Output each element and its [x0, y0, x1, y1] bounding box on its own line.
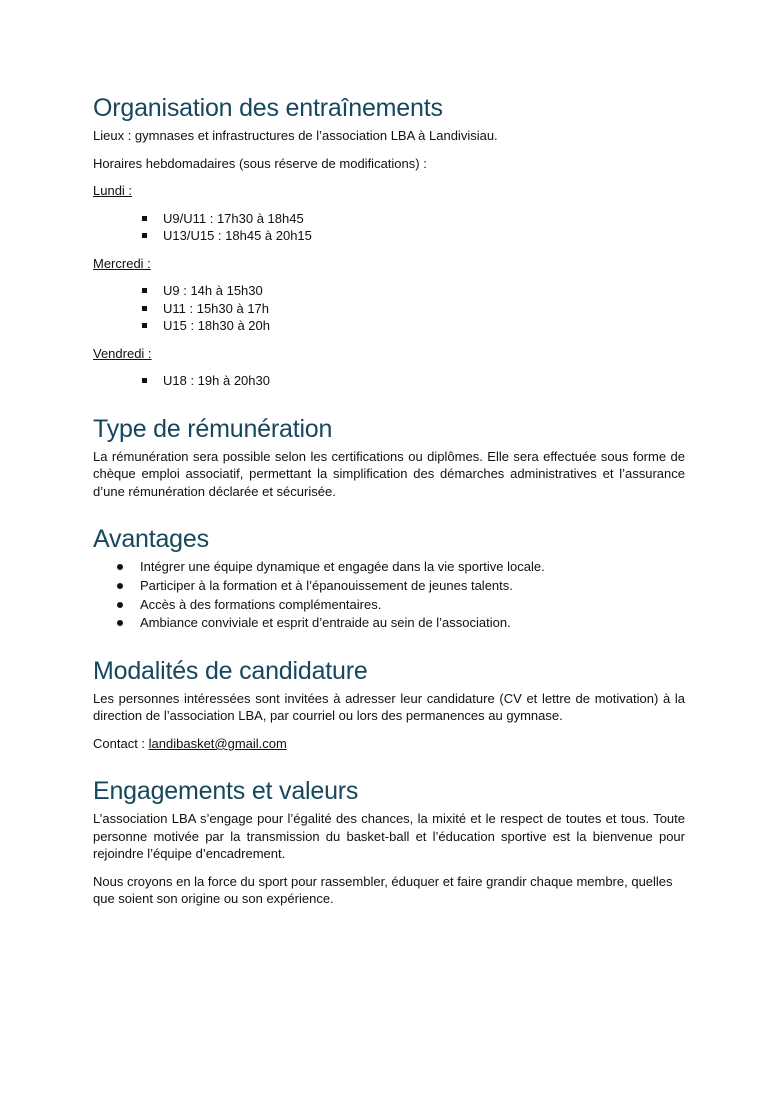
day-label-vendredi: Vendredi : [93, 345, 152, 361]
avantages-list [93, 558, 685, 632]
list-item: U9/U11 : 17h30 à 18h45 [93, 210, 685, 228]
remuneration-text: La rémunération sera possible selon les certifications ou diplômes. Elle sera effectuée sous forme de chèque emploi associatif, permettant la simplification des démarches administratives et l’assurance d’une rémunération déclarée et sécurisée. [93, 448, 685, 499]
contact-label: Contact : [93, 735, 149, 751]
heading-engagements: Engagements et valeurs [93, 777, 359, 806]
list-item: U13/U15 : 18h45 à 20h15 [93, 227, 685, 245]
list-item: Accès à des formations complémentaires. [93, 596, 685, 614]
list-item: Participer à la formation et à l’épanouissement de jeunes talents. [93, 577, 685, 595]
document-content [93, 93, 685, 918]
heading-remuneration: Type de rémunération [93, 414, 333, 443]
schedule-list-mercredi [93, 282, 685, 335]
list-item: U11 : 15h30 à 17h [93, 300, 685, 318]
engagements-paragraph-2: Nous croyons en la force du sport pour rassembler, éduquer et faire grandir chaque membre, quelles que soient son origine ou son expérience. [93, 873, 673, 907]
horaires-text: Horaires hebdomadaires (sous réserve de modifications) : [93, 155, 427, 171]
contact-line [93, 735, 685, 753]
contact-email-link[interactable]: landibasket@gmail.com [148, 735, 287, 751]
lieux-text: Lieux : gymnases et infrastructures de l’association LBA à Landivisiau. [93, 128, 498, 143]
candidature-text: Les personnes intéressées sont invitées à adresser leur candidature (CV et lettre de motivation) à la direction de l’association LBA, par courriel ou lors des permanences au gymnase. [93, 690, 685, 724]
schedule-list-vendredi [93, 372, 685, 390]
day-label-mercredi: Mercredi : [93, 255, 151, 271]
list-item: U9 : 14h à 15h30 [93, 282, 685, 300]
heading-organisation: Organisation des entraînements [93, 94, 443, 122]
day-label-lundi: Lundi : [93, 183, 133, 198]
heading-avantages: Avantages [93, 525, 209, 553]
list-item: Ambiance conviviale et esprit d’entraide au sein de l’association. [93, 614, 685, 632]
engagements-paragraph-1: L’association LBA s’engage pour l’égalité des chances, la mixité et le respect de toutes et tous. Toute personne motivée par la transmission du basket-ball et l’éducation sportive est la bienvenue pour rejoindre l’équipe d’encadrement. [93, 811, 685, 862]
list-item: Intégrer une équipe dynamique et engagée dans la vie sportive locale. [93, 558, 685, 576]
list-item: U18 : 19h à 20h30 [93, 372, 685, 390]
heading-candidature: Modalités de candidature [93, 656, 368, 685]
schedule-list-lundi [93, 210, 685, 245]
list-item: U15 : 18h30 à 20h [93, 317, 685, 335]
